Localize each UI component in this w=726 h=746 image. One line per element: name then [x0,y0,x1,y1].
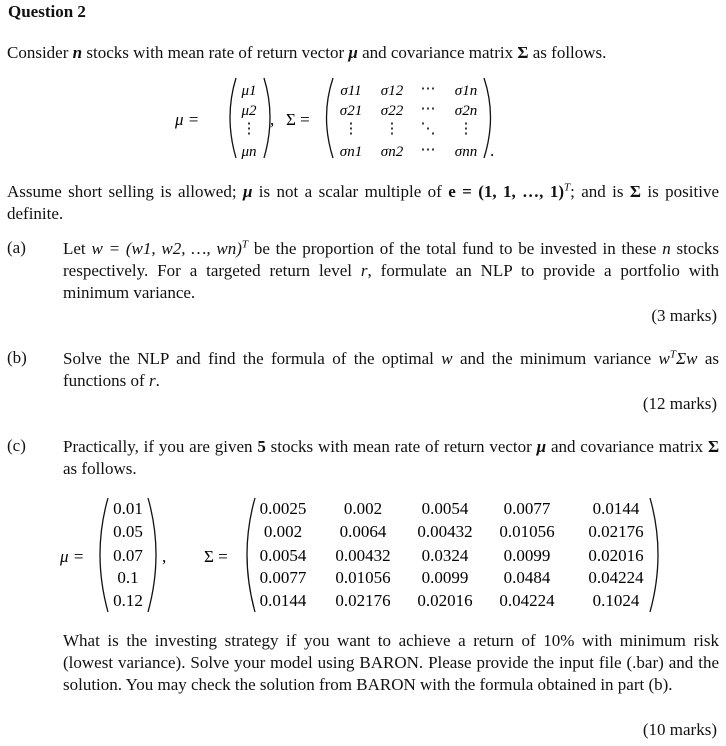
sigma-entry: ⋮ [343,121,359,137]
sigma-value: 0.0077 [503,499,551,518]
sigma-entry: ⋮ [458,121,474,137]
sigma-value: 0.02016 [588,546,644,565]
svg-text:,: , [162,547,167,566]
mu-entry: μn [241,144,257,160]
question-title: Question 2 [8,2,86,21]
sigma-value: 0.02176 [335,591,391,610]
mu-label: μ = [175,110,200,129]
sigma-entry: ⋯ [420,81,436,97]
part-b-label: (b) [7,348,27,367]
numeric-mu-label: μ = [60,547,85,566]
part-c-marks: (10 marks) [642,720,717,739]
sigma-value: 0.0324 [421,546,469,565]
numeric-sigma-label: Σ = [204,547,228,566]
part-a-text: Let w = (w1, w2, …, wn)$^T$ be the proportion of the total fund to be invested in these n stocks respectively. For a targeted return level r, formulate an NLP to provide a portfolio with minimum variance. [63,238,720,302]
numeric-sigma-right-paren [650,498,658,612]
sigma-value: 0.0099 [421,568,469,587]
sigma-value: 0.1024 [592,591,640,610]
numeric-matrices [0,492,726,622]
sigma-value: 0.002 [263,522,303,541]
numeric-mu-right-paren [148,498,156,612]
sigma-value: 0.01056 [335,568,391,587]
part-a-label: (a) [7,238,26,257]
sigma-value: 0.0025 [259,499,307,518]
sigma-value: 0.0077 [259,568,307,587]
sigma-value: 0.0054 [421,499,469,518]
sigma-entry: σ22 [380,103,404,119]
sigma-entry: σ1n [454,83,478,99]
mu-value: 0.12 [113,591,143,610]
sigma-entry: ⋱ [420,121,436,137]
sigma-entry: σnn [454,144,478,160]
mu-entry: ⋮ [241,121,257,137]
sigma-entry: σ11 [340,83,362,99]
intro-paragraph: Consider n stocks with mean rate of return vector μ and covariance matrix Σ as follows. [7,43,607,62]
assumption-paragraph: Assume short selling is allowed; μ is not a scalar multiple of e = (1, 1, …, 1)$^T$; and is Σ is positive definite. [7,181,719,223]
mu-entry: μ1 [241,83,257,99]
sigma-entry: σ2n [454,103,478,119]
sigma-entry: ⋮ [384,121,400,137]
sigma-entry: ⋯ [420,101,436,117]
sigma-value: 0.0484 [503,568,551,587]
mu-entry: μ2 [241,103,257,119]
numeric-sigma-left-paren [247,498,255,612]
sigma-label: Σ = [286,110,310,129]
sigma-value: 0.02016 [417,591,473,610]
sigma-value: 0.04224 [499,591,555,610]
svg-text:,: , [270,110,275,129]
sigma-value: 0.0054 [259,546,307,565]
sigma-entry: σn1 [339,144,363,160]
general-matrices [0,70,726,170]
sigma-value: 0.02176 [588,522,644,541]
mu-value: 0.07 [113,546,143,565]
sigma-entry: σn2 [380,144,404,160]
mu-value: 0.05 [113,522,143,541]
part-b-text: Solve the NLP and find the formula of the optimal w and the minimum variance $w^T\Sigma w$ as functions of r. [63,348,720,390]
sigma-value: 0.00432 [335,546,391,565]
part-b-marks: (12 marks) [642,394,717,413]
numeric-mu-left-paren [100,498,108,612]
part-c-text: Practically, if you are given 5 stocks with mean rate of return vector μ and covariance matrix Σ as follows. [63,437,720,478]
part-c-label: (c) [7,436,26,455]
sigma-value: 0.00432 [417,522,473,541]
sigma-value: 0.0099 [503,546,551,565]
sigma-value: 0.01056 [499,522,555,541]
sigma-entry: σ12 [380,83,404,99]
mu-value: 0.01 [113,499,143,518]
sigma-value: 0.04224 [588,568,644,587]
sigma-value: 0.0064 [339,522,387,541]
sigma-entry: σ21 [339,103,363,119]
mu-value: 0.1 [117,568,139,587]
sigma-value: 0.0144 [592,499,640,518]
numeric-mu-entries [113,499,143,610]
sigma-value: 0.002 [343,499,383,518]
sigma-entry: ⋯ [420,142,436,158]
part-c-question: What is the investing strategy if you want to achieve a return of 10% with minimum risk (lowest variance). Solve your model using BARON. Please provide the input file (.bar) and the solution. You may check the solution from BARON with the formula obtained in part (b). [63,631,719,694]
svg-text:.: . [490,141,495,160]
sigma-value: 0.0144 [259,591,307,610]
mu-left-paren [230,78,236,158]
part-a-marks: (3 marks) [651,306,717,325]
sigma-left-paren [327,78,334,158]
numeric-sigma-entries [260,499,645,610]
